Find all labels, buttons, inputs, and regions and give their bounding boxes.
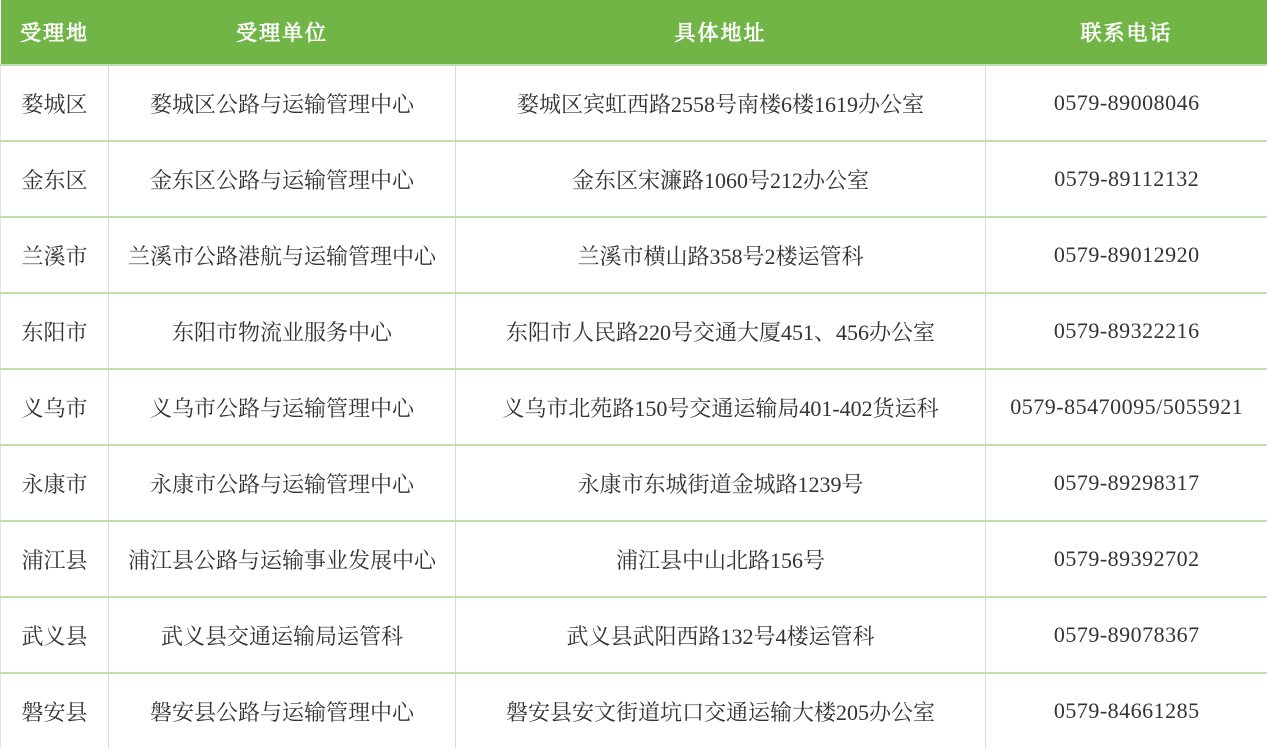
cell-address: 磐安县安文街道坑口交通运输大楼205办公室 xyxy=(456,673,986,748)
cell-address: 义乌市北苑路150号交通运输局401-402货运科 xyxy=(456,369,986,445)
table-row xyxy=(1,597,1267,673)
cell-address: 东阳市人民路220号交通大厦451、456办公室 xyxy=(456,293,986,369)
table-row xyxy=(1,673,1267,748)
table-row xyxy=(1,369,1267,445)
header-row xyxy=(1,0,1267,65)
cell-phone: 0579-89322216 xyxy=(986,293,1267,369)
table-header xyxy=(1,0,1267,65)
cell-phone: 0579-89008046 xyxy=(986,65,1267,141)
cell-unit: 浦江县公路与运输事业发展中心 xyxy=(109,521,456,597)
cell-address: 金东区宋濂路1060号212办公室 xyxy=(456,141,986,217)
table-body xyxy=(1,65,1267,748)
cell-region: 婺城区 xyxy=(1,65,109,141)
column-header-address: 具体地址 xyxy=(456,0,986,65)
cell-phone: 0579-85470095/5055921 xyxy=(986,369,1267,445)
column-header-unit: 受理单位 xyxy=(109,0,456,65)
cell-unit: 武义县交通运输局运管科 xyxy=(109,597,456,673)
cell-phone: 0579-89112132 xyxy=(986,141,1267,217)
cell-region: 东阳市 xyxy=(1,293,109,369)
column-header-phone: 联系电话 xyxy=(986,0,1267,65)
cell-unit: 东阳市物流业服务中心 xyxy=(109,293,456,369)
table-row xyxy=(1,65,1267,141)
cell-region: 武义县 xyxy=(1,597,109,673)
table-row xyxy=(1,521,1267,597)
cell-phone: 0579-89012920 xyxy=(986,217,1267,293)
cell-region: 义乌市 xyxy=(1,369,109,445)
cell-region: 磐安县 xyxy=(1,673,109,748)
cell-unit: 磐安县公路与运输管理中心 xyxy=(109,673,456,748)
cell-phone: 0579-89078367 xyxy=(986,597,1267,673)
cell-phone: 0579-89392702 xyxy=(986,521,1267,597)
cell-unit: 义乌市公路与运输管理中心 xyxy=(109,369,456,445)
cell-region: 金东区 xyxy=(1,141,109,217)
table-row xyxy=(1,217,1267,293)
cell-address: 婺城区宾虹西路2558号南楼6楼1619办公室 xyxy=(456,65,986,141)
cell-address: 兰溪市横山路358号2楼运管科 xyxy=(456,217,986,293)
cell-address: 永康市东城街道金城路1239号 xyxy=(456,445,986,521)
cell-address: 武义县武阳西路132号4楼运管科 xyxy=(456,597,986,673)
table-row xyxy=(1,141,1267,217)
table-row xyxy=(1,293,1267,369)
cell-region: 永康市 xyxy=(1,445,109,521)
cell-address: 浦江县中山北路156号 xyxy=(456,521,986,597)
cell-unit: 金东区公路与运输管理中心 xyxy=(109,141,456,217)
cell-phone: 0579-84661285 xyxy=(986,673,1267,748)
cell-phone: 0579-89298317 xyxy=(986,445,1267,521)
cell-unit: 兰溪市公路港航与运输管理中心 xyxy=(109,217,456,293)
cell-region: 兰溪市 xyxy=(1,217,109,293)
table-row xyxy=(1,445,1267,521)
column-header-region: 受理地 xyxy=(1,0,109,65)
cell-region: 浦江县 xyxy=(1,521,109,597)
cell-unit: 永康市公路与运输管理中心 xyxy=(109,445,456,521)
cell-unit: 婺城区公路与运输管理中心 xyxy=(109,65,456,141)
